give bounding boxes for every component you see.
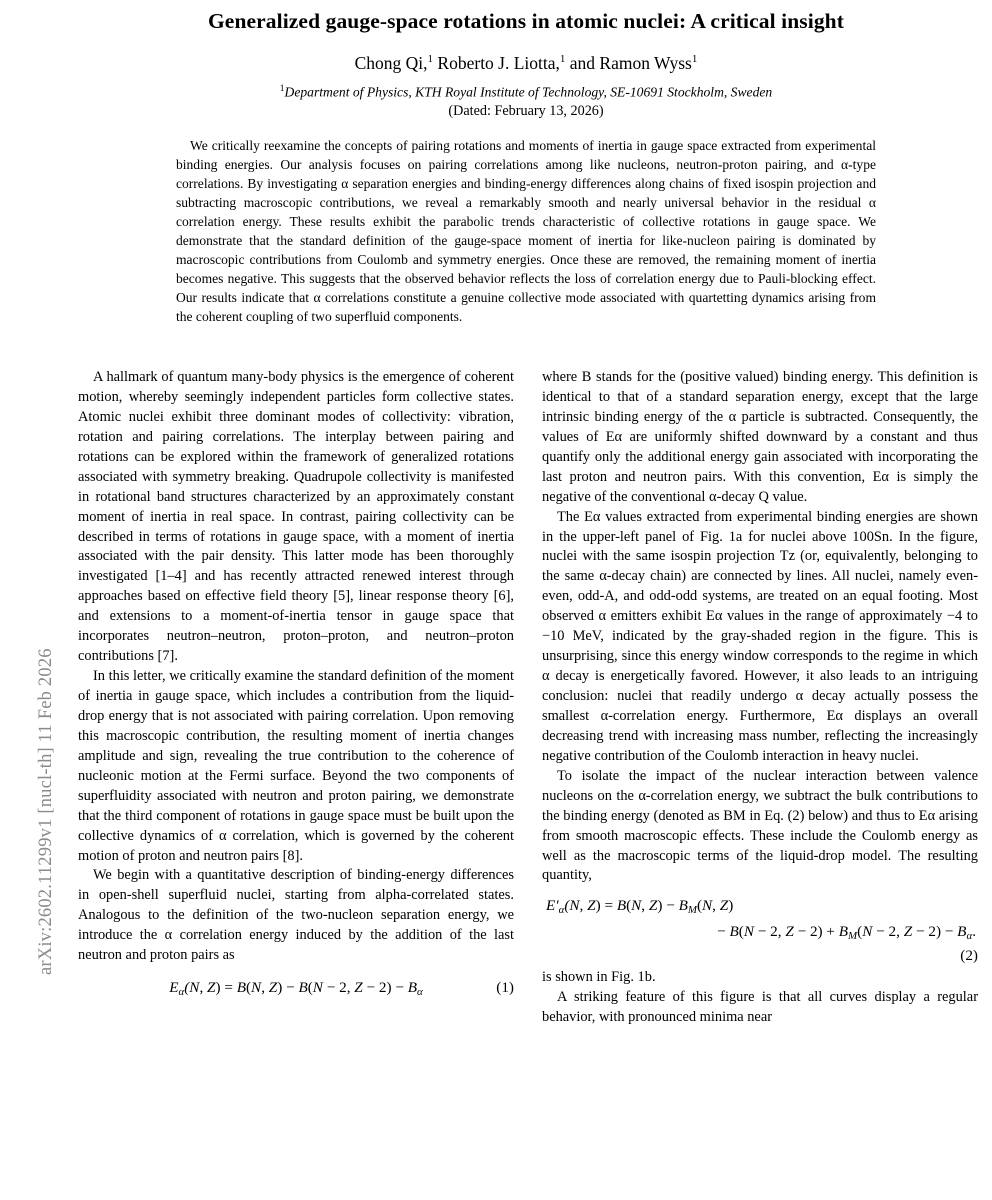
arxiv-stamp-text: arXiv:2602.11299v1 [nucl-th] 11 Feb 2026 — [36, 648, 56, 975]
paragraph-shown-fig1b: is shown in Fig. 1b. — [542, 968, 656, 985]
equation-2-line-2: − B(N − 2, $Z - 2) + B_M(N - 2$, $Z - 2) - B_\alpha$. — [717, 922, 976, 942]
paragraph-striking-feature: A striking feature of this figure is that all curves display a regular behavior, with pronounced minima near — [542, 988, 978, 1025]
abstract-text: We critically reexamine the concepts of pairing rotations and moments of inertia in gauge space extracted from experimental binding energies. Our analysis focuses on pairing correlations among like nucleons, neutron-proton pairing, and α-type correlations. By investigating α separation energies and binding-energy differences along chains of fixed isospin projection and subtracting macroscopic contributions, we reveal a remarkably smooth and nearly universal behavior in the residual α correlation energy. These results exhibit the parabolic trends characteristic of collective rotations in gauge space. We demonstrate that the standard definition of the gauge-space moment of inertia for like-nucleon pairing is dominated by macroscopic contributions from Coulomb and symmetry energies. Once these are removed, the remaining moment of inertia becomes negative. This suggests that the observed behavior reflects the loss of correlation energy due to Pauli-blocking effect. Our results indicate that α correlations constitute a genuine collective mode associated with quartetting dynamics arising from the coherent coupling of two superfluid components. — [176, 138, 876, 325]
paragraph-intro-collectivity: A hallmark of quantum many-body physics is the emergence of coherent motion, whereby seemingly independent particles form collective states. Atomic nuclei exhibit three dominant modes of collectivity: vibration, rotation and pairing correlations. The interplay between pairing and rotations can be explored within the framework of generalized rotations associated with symmetry breaking. Quadrupole collectivity is manifested in rotational band structures characterized by an approximately constant moment of inertia in real space. In contrast, pairing collectivity can be described in terms of rotations in gauge space, with a moment of inertia associated with the pair density. This latter mode has been thoroughly investigated [1–4] and has recently attracted renewed interest through approaches based on effective field theory [5], linear response theory [6], and extensions to a moment-of-inertia tensor in gauge space that incorporates neutron–neutron, proton–proton, and neutron–proton contributions [7]. — [78, 369, 514, 665]
paragraph-isolate-impact: To isolate the impact of the nuclear interaction between valence nucleons on the α-correlation energy, we subtract the bulk contributions to the binding energy (denoted as BM in Eq. (2) below) and thus to Eα arising from smooth macroscopic effects. These include the Coulomb energy as well as the macroscopic terms of the liquid-drop model. The resulting quantity, — [542, 767, 978, 884]
paper-page — [60, 0, 992, 1200]
page-title: Generalized gauge-space rotations in atomic nuclei: A critical insight — [207, 9, 844, 33]
alpha-symbol: α — [164, 927, 173, 944]
paragraph-we-begin — [78, 866, 514, 966]
left-column — [78, 368, 514, 1028]
body-columns — [78, 368, 978, 1028]
author-names: Chong Qi,$^1$ Roberto J. Liotta,$^1$ and Ramon Wyss$^1$ — [354, 52, 698, 73]
equation-1 — [78, 977, 514, 1000]
equation-1-number: (1) — [496, 979, 514, 997]
right-column — [542, 368, 978, 1028]
date-line: (Dated: February 13, 2026) — [448, 103, 604, 120]
equation-1-body: $E_\alpha(N$, Z) = B(N, Z) − B(N − 2, $Z - 2) - B_\alpha$ — [169, 979, 423, 999]
affiliation-marker: 1 — [279, 83, 285, 94]
paragraph-we-begin-a: We begin with a quantitative description of binding-energy differences in open-shell superfluid nuclei, starting from alpha-correlated states. Analogous to the definition of the two-nucleon separation energy, we introduce the — [78, 867, 514, 944]
equation-2-number: (2) — [960, 946, 978, 964]
paragraph-we-begin-b: correlation energy induced by the addition of the last neutron and proton pairs as — [78, 927, 514, 964]
equation-2-line-1: $E'_\alpha(N$, Z) = B(N, $Z) - B_M(N$, Z) — [546, 897, 734, 917]
abstract — [176, 136, 876, 326]
paragraph-where-b: where B stands for the (positive valued) binding energy. This definition is identical to that of a standard separation energy, except that the large intrinsic binding energy of the α particle is subtracted. Consequently, the values of Eα are uniformly shifted downward by a constant and thus quantify only the additional energy gain associated with incorporating the last proton and neutron pairs. With this convention, Eα is simply the negative of the conventional α-decay Q value. — [542, 369, 978, 505]
paragraph-ealpha-values: The Eα values extracted from experimental binding energies are shown in the upper-left panel of Fig. 1a for nuclei above 100Sn. In the figure, nuclei with the same isospin projection Tz (or, equivalently, belonging to the same α-decay chain) are connected by lines. All nuclei, namely even-even, odd-A, and odd-odd systems, are treated on an equal footing. Most observed α emitters exhibit Eα values in the range of approximately −4 to −10 MeV, indicated by the gray-shaded region in the figure. This is unsurprising, since this energy window corresponds to the regime in which α decay is energetically favored. However, it also leads to an intriguing conclusion: nuclei that readily undergo α decay actually possess the smallest α-correlation energy. Furthermore, Eα displays an overall decreasing trend with increasing mass number, reflecting the increasingly negative contribution of the Coulomb interaction in heavy nuclei. — [542, 508, 978, 764]
affiliation — [60, 84, 992, 101]
affiliation-text: Department of Physics, KTH Royal Institute of Technology, SE-10691 Stockholm, Sweden — [284, 84, 773, 100]
paragraph-this-letter: In this letter, we critically examine the standard definition of the moment of inertia in gauge space, which includes a contribution from the liquid-drop energy that is not associated with pairing correlation. Upon removing this macroscopic contribution, the resulting moment of inertia changes amplitude and sign, revealing the true contribution to the coherence of nucleonic motion at the Fermi surface. Beyond the two components of superfluidity associated with neutron and proton pairing, we demonstrate that the third component of rotations in gauge space must be built upon the collective dynamics of α correlation, which is governed by the coherent motion of proton and neutron pairs [8]. — [78, 668, 514, 864]
equation-2 — [542, 895, 978, 965]
arxiv-stamp — [0, 0, 60, 1200]
author-list — [60, 52, 992, 75]
